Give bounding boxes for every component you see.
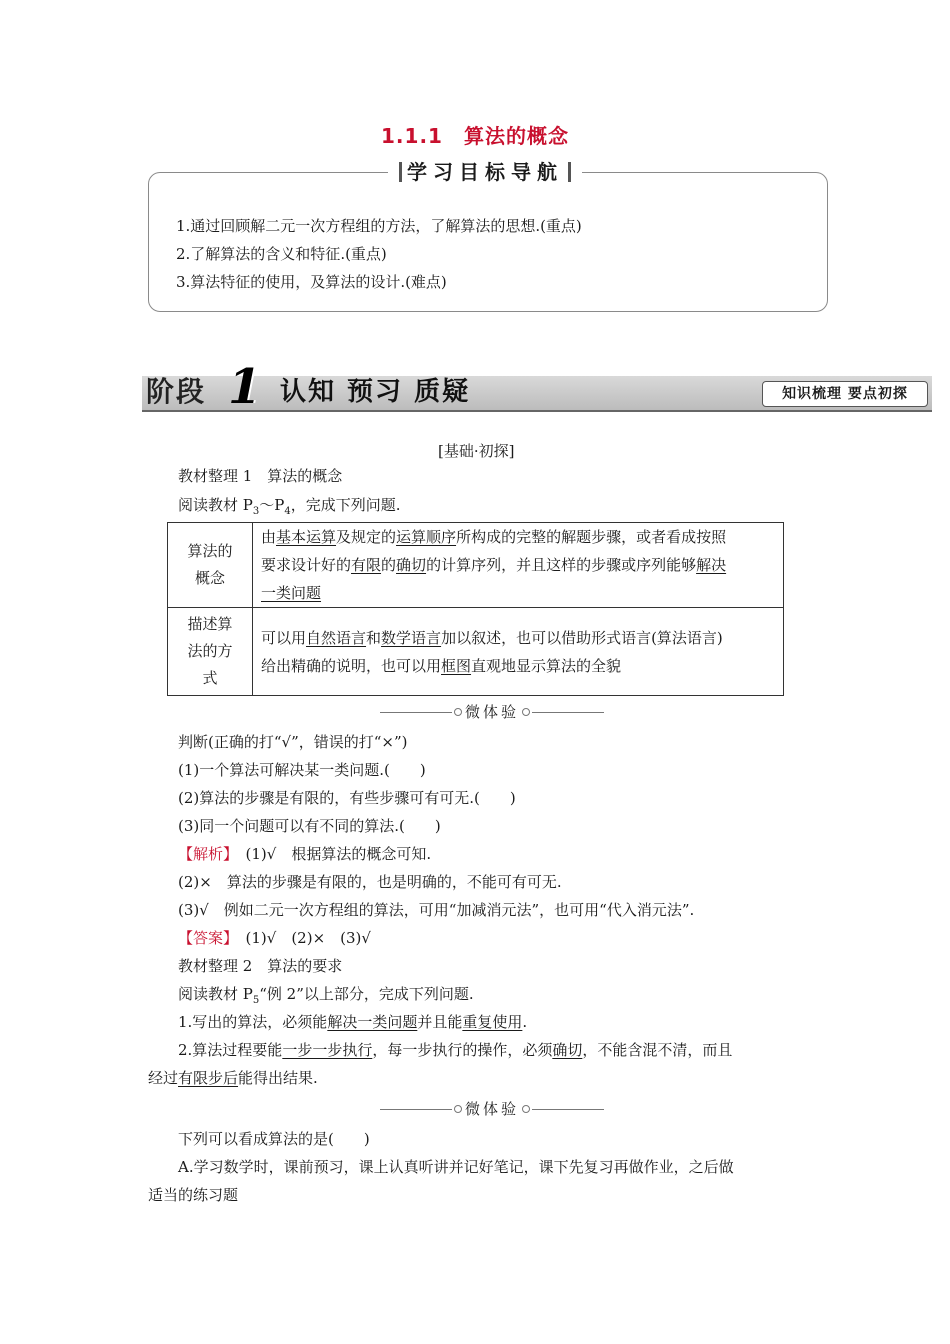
header-bar-left bbox=[399, 162, 402, 182]
quiz1-question: (2)算法的步骤是有限的，有些步骤可有可无.( ) bbox=[178, 789, 516, 807]
quiz2-prompt: 下列可以看成算法的是( ) bbox=[178, 1130, 370, 1148]
topic1-instruction: 阅读教材 $P_3\sim P_4$，完成下列问题. bbox=[178, 496, 401, 517]
topic1-heading: 教材整理 1 算法的概念 bbox=[178, 467, 343, 485]
section-tag: [基础·初探] bbox=[438, 442, 515, 460]
definition-table bbox=[167, 522, 784, 696]
table-head-cell: 算法的 概念 bbox=[168, 523, 253, 608]
learning-goals-title: 学习目标导航 bbox=[407, 160, 563, 184]
micro-experience-label: 微体验 bbox=[464, 1100, 519, 1118]
quiz1-question: (1)一个算法可解决某一类问题.( ) bbox=[178, 761, 426, 779]
table-row bbox=[168, 608, 784, 696]
stage-prefix: 阶段 bbox=[146, 375, 207, 408]
topic2-instruction: 阅读教材 $P_5“$例 2”以上部分，完成下列问题. bbox=[178, 985, 474, 1006]
topic2-heading: 教材整理 2 算法的要求 bbox=[178, 957, 343, 975]
table-head-cell: 描述算 法的方 式 bbox=[168, 608, 253, 696]
topic2-point-2: 2.算法过程要能一步一步执行，每一步执行的操作，必须确切，不能含混不清，而且 bbox=[178, 1041, 733, 1059]
analysis-tag: 【解析】 bbox=[178, 845, 231, 863]
page-title: 1.1.1 算法的概念 bbox=[381, 124, 569, 148]
quiz1-analysis-line: (2)× 算法的步骤是有限的，也是明确的，不能可有可无. bbox=[178, 873, 562, 891]
answer-tag: 【答案】 bbox=[178, 929, 231, 947]
learning-goals-header bbox=[388, 156, 582, 188]
goal-item: 3.算法特征的使用，及算法的设计.(难点) bbox=[176, 273, 447, 291]
stage-number: 1 bbox=[228, 359, 262, 415]
quiz2-option-a: A.学习数学时，课前预习，课上认真听讲并记好笔记，课下先复习再做作业，之后做 bbox=[178, 1158, 734, 1176]
topic2-point-2-cont: 经过有限步后能得出结果. bbox=[148, 1069, 318, 1087]
quiz2-option-a-cont: 适当的练习题 bbox=[148, 1186, 239, 1204]
table-row bbox=[168, 523, 784, 608]
quiz1-prompt: 判断(正确的打“√”，错误的打“×”) bbox=[178, 733, 408, 751]
stage-label: 认知 预习 质疑 bbox=[280, 377, 471, 407]
quiz1-answer: 【答案】 (1)√ (2)× (3)√ bbox=[178, 929, 371, 947]
quiz1-analysis-line: (3)√ 例如二元一次方程组的算法，可用“加减消元法”，也可用“代入消元法”. bbox=[178, 901, 695, 919]
topic2-point-1: 1.写出的算法，必须能解决一类问题并且能重复使用. bbox=[178, 1013, 528, 1031]
micro-experience-label: 微体验 bbox=[464, 703, 519, 721]
micro-experience-divider bbox=[380, 702, 604, 722]
goal-item: 1.通过回顾解二元一次方程组的方法，了解算法的思想.(重点) bbox=[176, 217, 582, 235]
learning-goals-list bbox=[176, 212, 816, 296]
table-body-cell: 由基本运算及规定的运算顺序所构成的完整的解题步骤，或者看成按照 要求设计好的有限的确切的计算序列，并且这样的步骤或序列能够解决 一类问题 bbox=[253, 523, 784, 608]
quiz1-analysis: 【解析】 (1)√ 根据算法的概念可知. bbox=[178, 845, 432, 863]
quiz1-question: (3)同一个问题可以有不同的算法.( ) bbox=[178, 817, 441, 835]
stage-tag: 知识梳理 要点初探 bbox=[762, 381, 928, 407]
goal-item: 2.了解算法的含义和特征.(重点) bbox=[176, 245, 387, 263]
header-bar-right bbox=[568, 162, 571, 182]
table-body-cell: 可以用自然语言和数学语言加以叙述，也可以借助形式语言(算法语言) 给出精确的说明，也可以用框图直观地显示算法的全貌 bbox=[253, 608, 784, 696]
micro-experience-divider bbox=[380, 1099, 604, 1119]
